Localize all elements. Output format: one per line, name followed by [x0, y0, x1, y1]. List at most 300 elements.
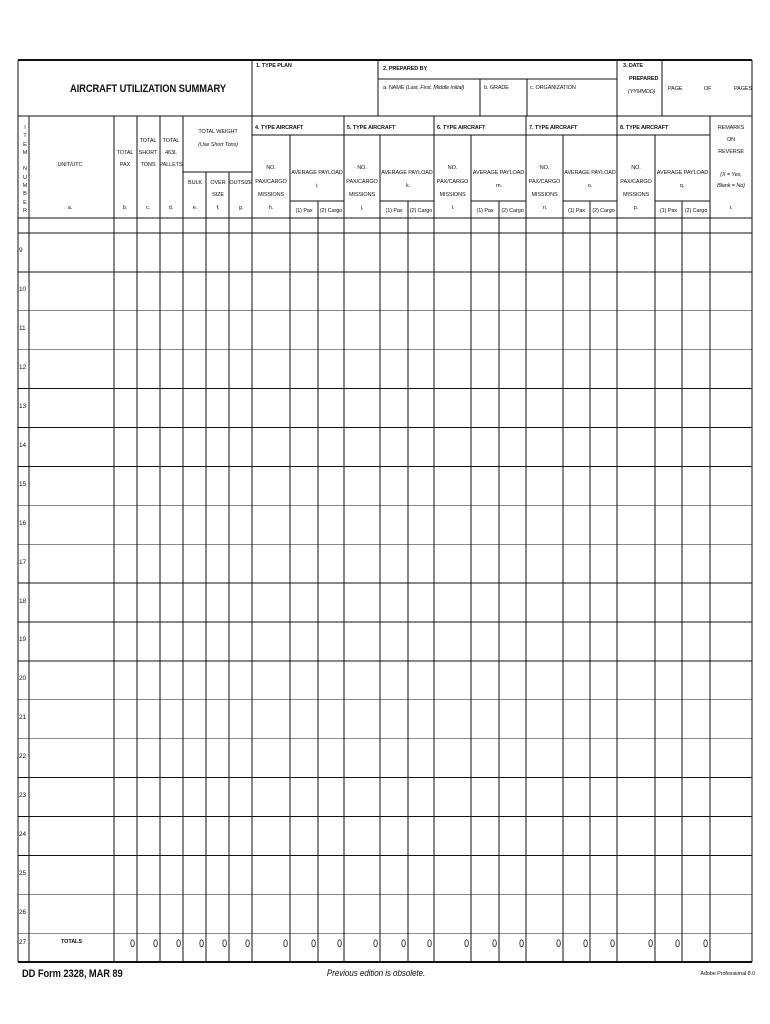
- table-cell[interactable]: [345, 623, 379, 660]
- table-cell[interactable]: [618, 779, 654, 816]
- table-cell[interactable]: [683, 506, 709, 543]
- table-cell[interactable]: [115, 273, 136, 310]
- table-cell[interactable]: [527, 818, 562, 855]
- table-cell[interactable]: [711, 623, 751, 660]
- table-cell[interactable]: [345, 351, 379, 388]
- table-cell[interactable]: [381, 740, 407, 777]
- table-cell[interactable]: [184, 584, 205, 621]
- table-cell[interactable]: [564, 895, 589, 932]
- table-cell[interactable]: [184, 623, 205, 660]
- table-cell[interactable]: [319, 895, 343, 932]
- table-cell[interactable]: [591, 856, 616, 893]
- table-cell[interactable]: [564, 701, 589, 738]
- table-cell[interactable]: [618, 312, 654, 349]
- table-cell[interactable]: [711, 818, 751, 855]
- table-cell[interactable]: [319, 351, 343, 388]
- table-cell[interactable]: [138, 701, 159, 738]
- table-cell[interactable]: [618, 856, 654, 893]
- table-cell[interactable]: [591, 818, 616, 855]
- table-cell[interactable]: [591, 584, 616, 621]
- table-cell[interactable]: [319, 467, 343, 504]
- table-cell[interactable]: [683, 467, 709, 504]
- table-cell[interactable]: [184, 818, 205, 855]
- table-cell[interactable]: [618, 740, 654, 777]
- table-cell[interactable]: [207, 740, 228, 777]
- table-cell[interactable]: [345, 312, 379, 349]
- table-cell[interactable]: [253, 429, 289, 466]
- table-cell[interactable]: [656, 895, 681, 932]
- table-cell[interactable]: [30, 390, 113, 427]
- table-cell[interactable]: [656, 584, 681, 621]
- table-cell[interactable]: [683, 701, 709, 738]
- table-cell[interactable]: [138, 584, 159, 621]
- table-cell[interactable]: [683, 429, 709, 466]
- table-cell[interactable]: [618, 234, 654, 271]
- table-cell[interactable]: [345, 467, 379, 504]
- table-cell[interactable]: [207, 584, 228, 621]
- table-cell[interactable]: [291, 312, 317, 349]
- table-cell[interactable]: [500, 351, 525, 388]
- table-cell[interactable]: [161, 895, 182, 932]
- table-cell[interactable]: [435, 662, 470, 699]
- table-cell[interactable]: [500, 662, 525, 699]
- table-cell[interactable]: [184, 351, 205, 388]
- table-cell[interactable]: [683, 545, 709, 582]
- table-cell[interactable]: [230, 351, 251, 388]
- table-cell[interactable]: [319, 701, 343, 738]
- table-cell[interactable]: [381, 273, 407, 310]
- table-cell[interactable]: [161, 234, 182, 271]
- table-cell[interactable]: [591, 312, 616, 349]
- table-cell[interactable]: [253, 701, 289, 738]
- table-cell[interactable]: [618, 662, 654, 699]
- table-cell[interactable]: [591, 429, 616, 466]
- table-cell[interactable]: [161, 584, 182, 621]
- table-cell[interactable]: [591, 662, 616, 699]
- table-cell[interactable]: [345, 701, 379, 738]
- table-cell[interactable]: [381, 545, 407, 582]
- table-cell[interactable]: [409, 740, 433, 777]
- table-cell[interactable]: [30, 818, 113, 855]
- table-cell[interactable]: [527, 429, 562, 466]
- table-cell[interactable]: [527, 506, 562, 543]
- table-cell[interactable]: [435, 623, 470, 660]
- table-cell[interactable]: [683, 740, 709, 777]
- table-cell[interactable]: [618, 895, 654, 932]
- table-cell[interactable]: [564, 467, 589, 504]
- table-cell[interactable]: [319, 623, 343, 660]
- table-cell[interactable]: [591, 740, 616, 777]
- table-cell[interactable]: [138, 545, 159, 582]
- table-cell[interactable]: [207, 312, 228, 349]
- table-cell[interactable]: [409, 701, 433, 738]
- table-cell[interactable]: [472, 312, 498, 349]
- table-cell[interactable]: [207, 701, 228, 738]
- table-cell[interactable]: [618, 623, 654, 660]
- table-cell[interactable]: [683, 273, 709, 310]
- table-cell[interactable]: [115, 234, 136, 271]
- table-cell[interactable]: [291, 545, 317, 582]
- table-cell[interactable]: [381, 584, 407, 621]
- table-cell[interactable]: [435, 429, 470, 466]
- table-cell[interactable]: [527, 467, 562, 504]
- table-cell[interactable]: [409, 390, 433, 427]
- table-cell[interactable]: [230, 740, 251, 777]
- table-cell[interactable]: [500, 740, 525, 777]
- table-cell[interactable]: [381, 312, 407, 349]
- table-cell[interactable]: [161, 351, 182, 388]
- table-cell[interactable]: [115, 584, 136, 621]
- table-cell[interactable]: [207, 545, 228, 582]
- table-cell[interactable]: [435, 701, 470, 738]
- table-cell[interactable]: [184, 429, 205, 466]
- table-cell[interactable]: [409, 312, 433, 349]
- table-cell[interactable]: [230, 623, 251, 660]
- table-cell[interactable]: [656, 467, 681, 504]
- table-cell[interactable]: [319, 545, 343, 582]
- table-cell[interactable]: [138, 390, 159, 427]
- table-cell[interactable]: [381, 506, 407, 543]
- table-cell[interactable]: [527, 856, 562, 893]
- table-cell[interactable]: [184, 662, 205, 699]
- table-cell[interactable]: [115, 390, 136, 427]
- table-cell[interactable]: [618, 701, 654, 738]
- table-cell[interactable]: [253, 662, 289, 699]
- table-cell[interactable]: [184, 312, 205, 349]
- table-cell[interactable]: [30, 779, 113, 816]
- table-cell[interactable]: [291, 818, 317, 855]
- table-cell[interactable]: [591, 390, 616, 427]
- table-cell[interactable]: [115, 429, 136, 466]
- table-cell[interactable]: [253, 818, 289, 855]
- table-cell[interactable]: [527, 895, 562, 932]
- table-cell[interactable]: [230, 701, 251, 738]
- table-cell[interactable]: [230, 467, 251, 504]
- table-cell[interactable]: [381, 701, 407, 738]
- table-cell[interactable]: [291, 856, 317, 893]
- table-cell[interactable]: [345, 234, 379, 271]
- table-cell[interactable]: [230, 584, 251, 621]
- table-cell[interactable]: [656, 779, 681, 816]
- table-cell[interactable]: [711, 390, 751, 427]
- table-cell[interactable]: [138, 856, 159, 893]
- table-cell[interactable]: [115, 818, 136, 855]
- table-cell[interactable]: [319, 662, 343, 699]
- table-cell[interactable]: [711, 662, 751, 699]
- table-cell[interactable]: [345, 818, 379, 855]
- table-cell[interactable]: [253, 895, 289, 932]
- table-cell[interactable]: [711, 895, 751, 932]
- table-cell[interactable]: [291, 390, 317, 427]
- table-cell[interactable]: [564, 856, 589, 893]
- table-cell[interactable]: [435, 895, 470, 932]
- table-cell[interactable]: [381, 779, 407, 816]
- table-cell[interactable]: [184, 234, 205, 271]
- table-cell[interactable]: [618, 584, 654, 621]
- table-cell[interactable]: [138, 467, 159, 504]
- table-cell[interactable]: [527, 662, 562, 699]
- table-cell[interactable]: [207, 662, 228, 699]
- table-cell[interactable]: [291, 429, 317, 466]
- table-cell[interactable]: [253, 623, 289, 660]
- table-cell[interactable]: [591, 273, 616, 310]
- table-cell[interactable]: [409, 351, 433, 388]
- table-cell[interactable]: [656, 545, 681, 582]
- table-cell[interactable]: [683, 351, 709, 388]
- table-cell[interactable]: [253, 545, 289, 582]
- table-cell[interactable]: [409, 779, 433, 816]
- table-cell[interactable]: [435, 740, 470, 777]
- table-cell[interactable]: [435, 545, 470, 582]
- table-cell[interactable]: [656, 234, 681, 271]
- table-cell[interactable]: [253, 506, 289, 543]
- table-cell[interactable]: [138, 351, 159, 388]
- table-cell[interactable]: [161, 312, 182, 349]
- table-cell[interactable]: [711, 584, 751, 621]
- table-cell[interactable]: [618, 545, 654, 582]
- table-cell[interactable]: [683, 390, 709, 427]
- table-cell[interactable]: [500, 273, 525, 310]
- table-cell[interactable]: [381, 234, 407, 271]
- table-cell[interactable]: [115, 740, 136, 777]
- table-cell[interactable]: [618, 429, 654, 466]
- table-cell[interactable]: [472, 701, 498, 738]
- table-cell[interactable]: [319, 740, 343, 777]
- table-cell[interactable]: [30, 273, 113, 310]
- table-cell[interactable]: [472, 584, 498, 621]
- table-cell[interactable]: [253, 312, 289, 349]
- table-cell[interactable]: [711, 545, 751, 582]
- table-cell[interactable]: [500, 623, 525, 660]
- table-cell[interactable]: [291, 506, 317, 543]
- table-cell[interactable]: [230, 312, 251, 349]
- table-cell[interactable]: [115, 701, 136, 738]
- table-cell[interactable]: [618, 467, 654, 504]
- table-cell[interactable]: [527, 740, 562, 777]
- table-cell[interactable]: [319, 584, 343, 621]
- table-cell[interactable]: [591, 234, 616, 271]
- table-cell[interactable]: [472, 545, 498, 582]
- table-cell[interactable]: [345, 779, 379, 816]
- table-cell[interactable]: [115, 895, 136, 932]
- table-cell[interactable]: [184, 506, 205, 543]
- table-cell[interactable]: [345, 506, 379, 543]
- table-cell[interactable]: [564, 429, 589, 466]
- table-cell[interactable]: [319, 312, 343, 349]
- table-cell[interactable]: [30, 312, 113, 349]
- table-cell[interactable]: [564, 390, 589, 427]
- table-cell[interactable]: [207, 856, 228, 893]
- table-cell[interactable]: [500, 545, 525, 582]
- table-cell[interactable]: [30, 701, 113, 738]
- table-cell[interactable]: [230, 273, 251, 310]
- table-cell[interactable]: [409, 856, 433, 893]
- table-cell[interactable]: [30, 506, 113, 543]
- table-cell[interactable]: [656, 390, 681, 427]
- page-number-field[interactable]: [686, 80, 702, 96]
- table-cell[interactable]: [253, 234, 289, 271]
- table-cell[interactable]: [656, 856, 681, 893]
- table-cell[interactable]: [618, 506, 654, 543]
- table-cell[interactable]: [527, 351, 562, 388]
- table-cell[interactable]: [500, 429, 525, 466]
- table-cell[interactable]: [161, 390, 182, 427]
- table-cell[interactable]: [138, 662, 159, 699]
- table-cell[interactable]: [711, 779, 751, 816]
- table-cell[interactable]: [30, 545, 113, 582]
- table-cell[interactable]: [472, 390, 498, 427]
- table-cell[interactable]: [381, 429, 407, 466]
- table-cell[interactable]: [656, 273, 681, 310]
- table-cell[interactable]: [409, 545, 433, 582]
- table-cell[interactable]: [291, 273, 317, 310]
- table-cell[interactable]: [472, 351, 498, 388]
- table-cell[interactable]: [435, 856, 470, 893]
- table-cell[interactable]: [161, 545, 182, 582]
- organization-field[interactable]: [529, 93, 617, 115]
- table-cell[interactable]: [319, 856, 343, 893]
- table-cell[interactable]: [500, 506, 525, 543]
- table-cell[interactable]: [30, 895, 113, 932]
- table-cell[interactable]: [291, 467, 317, 504]
- table-cell[interactable]: [207, 506, 228, 543]
- table-cell[interactable]: [711, 273, 751, 310]
- table-cell[interactable]: [207, 779, 228, 816]
- table-cell[interactable]: [409, 662, 433, 699]
- table-cell[interactable]: [527, 312, 562, 349]
- table-cell[interactable]: [138, 273, 159, 310]
- table-cell[interactable]: [138, 779, 159, 816]
- table-cell[interactable]: [472, 467, 498, 504]
- table-cell[interactable]: [319, 506, 343, 543]
- table-cell[interactable]: [435, 506, 470, 543]
- table-cell[interactable]: [30, 856, 113, 893]
- table-cell[interactable]: [291, 623, 317, 660]
- table-cell[interactable]: [656, 429, 681, 466]
- table-cell[interactable]: [381, 895, 407, 932]
- table-cell[interactable]: [30, 467, 113, 504]
- table-cell[interactable]: [319, 429, 343, 466]
- table-cell[interactable]: [230, 545, 251, 582]
- table-cell[interactable]: [230, 856, 251, 893]
- table-cell[interactable]: [345, 390, 379, 427]
- table-cell[interactable]: [184, 856, 205, 893]
- table-cell[interactable]: [435, 818, 470, 855]
- table-cell[interactable]: [711, 429, 751, 466]
- table-cell[interactable]: [591, 506, 616, 543]
- table-cell[interactable]: [253, 390, 289, 427]
- table-cell[interactable]: [207, 429, 228, 466]
- table-cell[interactable]: [500, 312, 525, 349]
- table-cell[interactable]: [711, 234, 751, 271]
- table-cell[interactable]: [500, 779, 525, 816]
- table-cell[interactable]: [683, 662, 709, 699]
- table-cell[interactable]: [472, 779, 498, 816]
- table-cell[interactable]: [711, 701, 751, 738]
- table-cell[interactable]: [656, 701, 681, 738]
- table-cell[interactable]: [564, 740, 589, 777]
- table-cell[interactable]: [591, 351, 616, 388]
- table-cell[interactable]: [138, 429, 159, 466]
- table-cell[interactable]: [207, 351, 228, 388]
- table-cell[interactable]: [345, 895, 379, 932]
- table-cell[interactable]: [527, 234, 562, 271]
- table-cell[interactable]: [683, 312, 709, 349]
- table-cell[interactable]: [500, 584, 525, 621]
- table-cell[interactable]: [472, 234, 498, 271]
- table-cell[interactable]: [30, 740, 113, 777]
- table-cell[interactable]: [161, 623, 182, 660]
- table-cell[interactable]: [435, 234, 470, 271]
- table-cell[interactable]: [184, 701, 205, 738]
- name-field[interactable]: [382, 93, 480, 115]
- table-cell[interactable]: [115, 662, 136, 699]
- table-cell[interactable]: [319, 818, 343, 855]
- table-cell[interactable]: [115, 623, 136, 660]
- table-cell[interactable]: [161, 701, 182, 738]
- table-cell[interactable]: [138, 818, 159, 855]
- table-cell[interactable]: [138, 312, 159, 349]
- table-cell[interactable]: [683, 818, 709, 855]
- table-cell[interactable]: [409, 895, 433, 932]
- table-cell[interactable]: [115, 856, 136, 893]
- table-cell[interactable]: [319, 779, 343, 816]
- table-cell[interactable]: [161, 818, 182, 855]
- table-cell[interactable]: [564, 545, 589, 582]
- table-cell[interactable]: [381, 390, 407, 427]
- total-pages-field[interactable]: [716, 80, 732, 96]
- table-cell[interactable]: [564, 312, 589, 349]
- table-cell[interactable]: [30, 623, 113, 660]
- table-cell[interactable]: [435, 390, 470, 427]
- table-cell[interactable]: [435, 312, 470, 349]
- table-cell[interactable]: [115, 467, 136, 504]
- table-cell[interactable]: [138, 234, 159, 271]
- table-cell[interactable]: [564, 818, 589, 855]
- table-cell[interactable]: [230, 895, 251, 932]
- table-cell[interactable]: [472, 895, 498, 932]
- table-cell[interactable]: [564, 506, 589, 543]
- table-cell[interactable]: [409, 273, 433, 310]
- table-cell[interactable]: [656, 662, 681, 699]
- table-cell[interactable]: [138, 895, 159, 932]
- table-cell[interactable]: [138, 740, 159, 777]
- table-cell[interactable]: [472, 818, 498, 855]
- table-cell[interactable]: [564, 234, 589, 271]
- table-cell[interactable]: [253, 779, 289, 816]
- table-cell[interactable]: [253, 467, 289, 504]
- table-cell[interactable]: [381, 467, 407, 504]
- table-cell[interactable]: [564, 623, 589, 660]
- table-cell[interactable]: [409, 429, 433, 466]
- table-cell[interactable]: [115, 312, 136, 349]
- table-cell[interactable]: [291, 584, 317, 621]
- table-cell[interactable]: [161, 429, 182, 466]
- table-cell[interactable]: [409, 818, 433, 855]
- table-cell[interactable]: [409, 584, 433, 621]
- table-cell[interactable]: [207, 390, 228, 427]
- table-cell[interactable]: [161, 467, 182, 504]
- table-cell[interactable]: [253, 584, 289, 621]
- table-cell[interactable]: [184, 545, 205, 582]
- table-cell[interactable]: [319, 234, 343, 271]
- table-cell[interactable]: [30, 584, 113, 621]
- table-cell[interactable]: [711, 856, 751, 893]
- table-cell[interactable]: [381, 623, 407, 660]
- table-cell[interactable]: [618, 818, 654, 855]
- table-cell[interactable]: [161, 779, 182, 816]
- table-cell[interactable]: [115, 506, 136, 543]
